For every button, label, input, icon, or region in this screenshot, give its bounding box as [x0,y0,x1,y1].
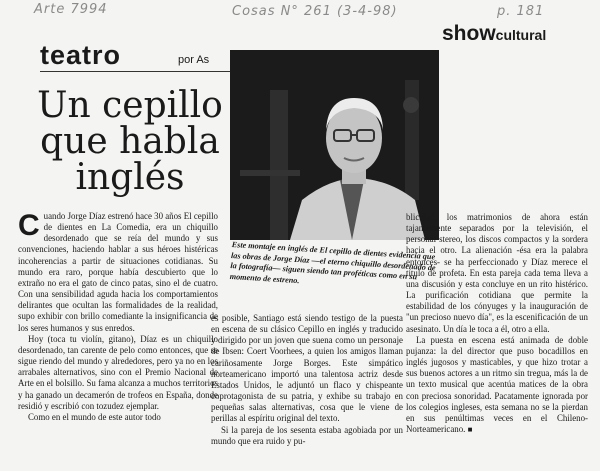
article-paragraph [18,211,218,334]
handwritten-note-page: p. 181 [497,4,545,19]
article-paragraph: es posible, Santiago está siendo testigo de la puesta en escena de su clásico Cepillo en inglés y traducido y dirigido por un joven que suena como un personaje de Ibsen: Coert Voorhees, a quien los amigos llaman cariñosamente Jorge Borges. Este simpático norteamericano importó una talentosa actriz desde Estados Unidos, le adjuntó un flaco y chispeante coprotagonista de su patria, y exhibe su trabajo en pequeñas salas alternativas, cosa que le viene de perillas al espíritu original del texto. [211,313,403,424]
handwritten-note-source: Cosas N° 261 (3-4-98) [232,4,398,19]
article-paragraph [406,335,588,435]
byline: por As [178,54,210,66]
article-paragraph: blicidad, los matrimonios de ahora están tajantemente separados por la televisión, el personal stereo, los discos compactos y la sordera hacia el otro. La alienación -ésa era la palabra entonces- se ha perfeccionado y Díaz merece el título de profeta. En esta pareja cada tema lleva a una discusión y esta concluye en un rito histérico. La purificación cotidiana que permite la estabilidad de los cónyuges y la inauguración de "un precioso nuevo día", es la escenificación de un asesinato. Un día le toca a él, otro a ella. [406,212,588,334]
article-paragraph-text: uando Jorge Díaz estrenó hace 30 años El cepillo de dientes en La Comedia, era un chiquillo desordenado que se reía del mundo y sus convenciones, haciendo hablar a sus héroes histéricas incoherencias a partir de situaciones cotidianas. Su mundo era raro, porque había descubierto que lo extraño no era el gato de cinco patas, sino el de cuatro. Con una sensibilidad aguda hacia los comportamientos delirantes que ocultan las formalidades de la realidad, supo exhibir con brillo comediante la insignificancia de los seres humanos y sus enredos. [18,211,218,333]
end-mark: ■ [467,424,473,434]
brand-main: show [442,22,496,45]
headline-line-3: inglés [75,157,185,198]
article-column-1 [18,211,218,423]
photo-caption: Este montaje en inglés de El cepillo de dientes evidencia que las obras de Jorge Díaz —el eterno chiquillo desordenado de la fotografía— siguen siendo tan proféticas como en su momento de estreno. [229,240,436,285]
article-paragraph: Hoy (toca tu violín, gitano), Díaz es un chiquillo desordenado, tan carente de pelo como entonces, que se sigue riendo del mundo y alrededores, pero ya no en los arrabales alternativos, sino con el Premio Nacional de Arte en el bolsillo. Su fama alcanza a muchos territorios y ha ganado un decamerón de trofeos en España, donde residió y escribió con tozudez ejemplar. [18,333,218,411]
article-column-3 [406,212,588,435]
article-paragraph-text: La puesta en escena está animada de doble pujanza: la del director que puso bocadillos en inglés jugosos y masticables, y que hizo trotar a sus buenos actores a un ritmo sin tregua, más la de un texto musical que acentúa matices de la obra con preciosa sonoridad. Pacatamente ignorada por los colegios ingleses, esta semana no se la pierdan en sus penúltimas veces en el Chileno-Norteamericano. [406,334,588,434]
headline-line-1: Un cepillo [37,85,223,126]
section-title: teatro [40,40,122,70]
magazine-section-brand [442,22,546,46]
article-column-2 [211,313,403,447]
article-paragraph: Como en el mundo de este autor todo [28,411,161,422]
drop-cap: C [18,209,40,242]
headline-line-2: que habla [40,121,220,162]
headline [10,85,250,198]
article-paragraph: Si la pareja de los sesenta estaba agobiada por un mundo que era ruido y pu- [211,424,403,446]
section-rule [40,71,254,72]
handwritten-note-left: Arte 7994 [34,2,108,17]
brand-sub: cultural [495,27,547,43]
